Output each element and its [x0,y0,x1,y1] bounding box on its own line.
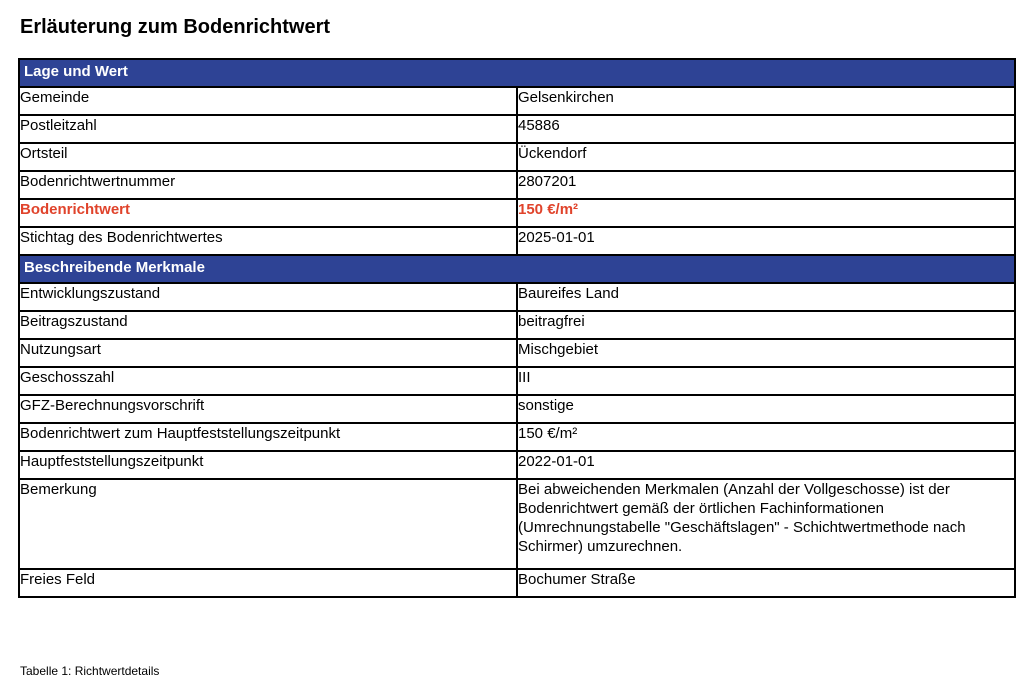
row-label: GFZ-Berechnungsvorschrift [19,395,517,423]
section-header-lage [19,59,1015,87]
row-label: Bodenrichtwert zum Hauptfeststellungszeitpunkt [19,423,517,451]
row-value: 2022-01-01 [517,451,1015,479]
table-row [19,339,1015,367]
row-value: 2025-01-01 [517,227,1015,255]
row-label: Nutzungsart [19,339,517,367]
table-row [19,311,1015,339]
row-label: Entwicklungszustand [19,283,517,311]
table-caption: Tabelle 1: Richtwertdetails [20,664,160,678]
document-title: Erläuterung zum Bodenrichtwert [20,16,331,38]
table-row [19,227,1015,255]
row-label: Freies Feld [19,569,517,597]
table-row [19,451,1015,479]
row-value: 45886 [517,115,1015,143]
row-value: Ückendorf [517,143,1015,171]
table-row [19,423,1015,451]
row-label: Ortsteil [19,143,517,171]
row-label: Bemerkung [19,479,517,569]
table-row [19,171,1015,199]
table-row [19,367,1015,395]
section-title: Lage und Wert [19,59,1015,87]
table-row [19,569,1015,597]
row-value: beitragfrei [517,311,1015,339]
row-value: Bochumer Straße [517,569,1015,597]
details-table [18,58,1016,598]
table-row [19,283,1015,311]
table-row [19,143,1015,171]
row-value: 150 €/m² [517,423,1015,451]
row-label: Bodenrichtwert [19,199,517,227]
row-value: sonstige [517,395,1015,423]
row-value: Baureifes Land [517,283,1015,311]
table-row [19,87,1015,115]
row-value: Mischgebiet [517,339,1015,367]
section-title: Beschreibende Merkmale [19,255,1015,283]
row-label: Beitragszustand [19,311,517,339]
row-label: Bodenrichtwertnummer [19,171,517,199]
remark-text: Bei abweichenden Merkmalen (Anzahl der Vollgeschosse) ist der Bodenrichtwert gemäß der örtlichen Fachinformationen (Umrechnungstabelle "Geschäftslagen" - Schichtwertmethode nach Schirmer) umzurechnen. [517,479,1015,569]
row-value: Gelsenkirchen [517,87,1015,115]
row-label: Stichtag des Bodenrichtwertes [19,227,517,255]
row-value: III [517,367,1015,395]
table-row-highlight [19,199,1015,227]
table-row [19,115,1015,143]
row-value: 2807201 [517,171,1015,199]
row-label: Hauptfeststellungszeitpunkt [19,451,517,479]
table-row [19,395,1015,423]
table-row-remark [19,479,1015,569]
row-label: Gemeinde [19,87,517,115]
section-header-merkmale [19,255,1015,283]
row-value: 150 €/m² [517,199,1015,227]
row-label: Postleitzahl [19,115,517,143]
row-label: Geschosszahl [19,367,517,395]
